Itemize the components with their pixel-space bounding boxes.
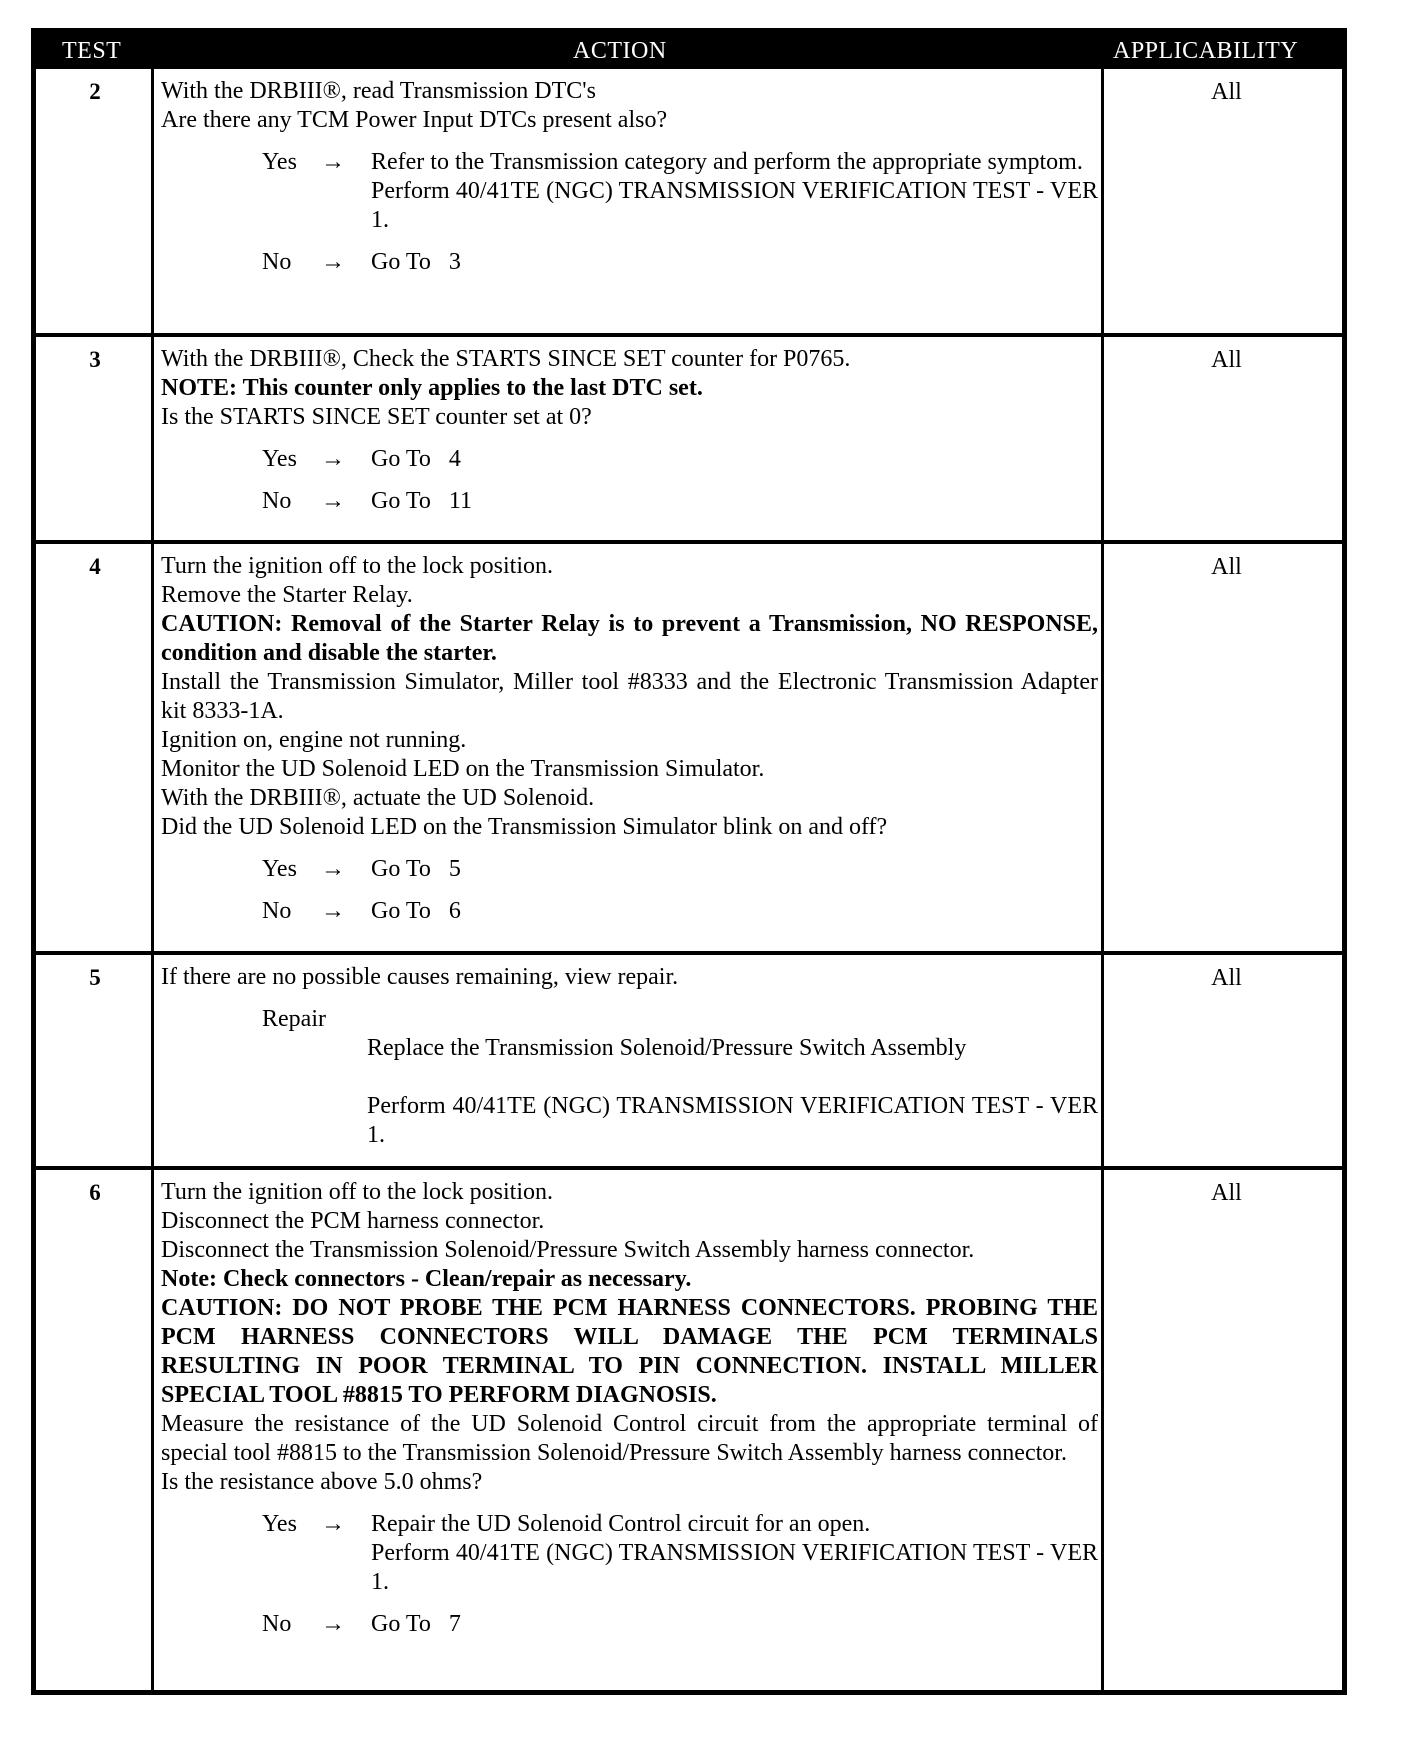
note-text: NOTE: This counter only applies to the last DTC set.	[161, 375, 703, 401]
goto-number: 7	[448, 1611, 461, 1637]
table-row	[36, 69, 1342, 333]
goto-number: 11	[448, 488, 472, 514]
action-text	[161, 552, 1098, 926]
yes-label: Yes	[262, 149, 297, 175]
goto-label: Go To	[371, 856, 431, 882]
goto-number: 4	[448, 446, 461, 472]
header-applicability: APPLICABILITY	[1113, 38, 1299, 64]
goto-label: Go To	[371, 446, 431, 472]
action-text	[161, 1178, 1098, 1639]
action-line: Ignition on, engine not running.	[161, 727, 467, 753]
yes-branch	[161, 855, 1098, 884]
action-line: With the DRBIII®, Check the STARTS SINCE SET counter for P0765.	[161, 346, 851, 372]
note-text: Note: Check connectors - Clean/repair as necessary.	[161, 1266, 692, 1292]
branch-text: Repair the UD Solenoid Control circuit for an open.	[371, 1511, 871, 1537]
header-action: ACTION	[573, 38, 667, 64]
repair-label: Repair	[262, 1006, 326, 1032]
applicability: All	[1211, 554, 1242, 580]
arrow-icon: →	[321, 1511, 345, 1537]
goto-label: Go To	[371, 898, 431, 924]
action-line: Are there any TCM Power Input DTCs present also?	[161, 107, 668, 133]
applicability: All	[1211, 79, 1242, 105]
no-branch	[161, 248, 1098, 277]
action-line: Turn the ignition off to the lock position.	[161, 1179, 554, 1205]
goto-number: 5	[448, 856, 461, 882]
arrow-icon: →	[321, 149, 345, 175]
test-number: 6	[89, 1180, 101, 1205]
action-line: Remove the Starter Relay.	[161, 582, 413, 608]
test-number: 4	[89, 554, 101, 579]
action-line: Is the resistance above 5.0 ohms?	[161, 1469, 483, 1495]
no-branch	[161, 487, 1098, 516]
no-label: No	[262, 1611, 292, 1637]
test-number: 3	[89, 347, 101, 372]
action-line: If there are no possible causes remaining, view repair.	[161, 964, 679, 990]
action-line: Disconnect the Transmission Solenoid/Pressure Switch Assembly harness connector.	[161, 1237, 975, 1263]
header-test: TEST	[62, 38, 122, 64]
arrow-icon: →	[321, 1611, 345, 1637]
branch-text: Refer to the Transmission category and perform the appropriate symptom.	[371, 149, 1083, 175]
test-number: 2	[89, 79, 101, 104]
yes-branch	[161, 445, 1098, 474]
goto-label: Go To	[371, 249, 431, 275]
arrow-icon: →	[321, 446, 345, 472]
goto-number: 3	[448, 249, 461, 275]
action-line: Did the UD Solenoid LED on the Transmission Simulator blink on and off?	[161, 814, 888, 840]
action-line: Disconnect the PCM harness connector.	[161, 1208, 545, 1234]
branch-text: Perform 40/41TE (NGC) TRANSMISSION VERIFICATION TEST - VER 1.	[371, 178, 1098, 233]
no-branch	[161, 897, 1098, 926]
action-text	[161, 77, 1098, 277]
repair-item: Replace the Transmission Solenoid/Pressure Switch Assembly	[367, 1035, 967, 1061]
repair-item: Perform 40/41TE (NGC) TRANSMISSION VERIFICATION TEST - VER 1.	[367, 1093, 1098, 1148]
table-row	[36, 544, 1342, 951]
yes-label: Yes	[262, 446, 297, 472]
action-line: Is the STARTS SINCE SET counter set at 0?	[161, 404, 592, 430]
test-number: 5	[89, 965, 101, 990]
yes-branch	[161, 148, 1098, 235]
arrow-icon: →	[321, 898, 345, 924]
goto-label: Go To	[371, 488, 431, 514]
action-line: With the DRBIII®, read Transmission DTC's	[161, 78, 596, 104]
branch-text: Perform 40/41TE (NGC) TRANSMISSION VERIFICATION TEST - VER 1.	[371, 1540, 1098, 1595]
no-label: No	[262, 898, 292, 924]
action-text	[161, 345, 1098, 516]
applicability: All	[1211, 1180, 1242, 1206]
table-row	[36, 337, 1342, 540]
arrow-icon: →	[321, 249, 345, 275]
action-line: Measure the resistance of the UD Solenoid Control circuit from the appropriate terminal of special tool #8815 to the Transmission Solenoid/Pressure Switch Assembly harness connector.	[161, 1411, 1098, 1466]
diagnostic-test-table	[31, 28, 1347, 1695]
caution-text: CAUTION: Removal of the Starter Relay is to prevent a Transmission, NO RESPONSE, condition and disable the starter.	[161, 611, 1098, 666]
no-label: No	[262, 488, 292, 514]
no-label: No	[262, 249, 292, 275]
arrow-icon: →	[321, 488, 345, 514]
goto-label: Go To	[371, 1611, 431, 1637]
table-header	[36, 33, 1342, 69]
arrow-icon: →	[321, 856, 345, 882]
yes-label: Yes	[262, 856, 297, 882]
action-text	[161, 963, 1098, 1150]
action-line: Install the Transmission Simulator, Miller tool #8333 and the Electronic Transmission Adapter kit 8333-1A.	[161, 669, 1098, 724]
table-row	[36, 955, 1342, 1166]
action-line: Turn the ignition off to the lock position.	[161, 553, 554, 579]
yes-branch	[161, 1510, 1098, 1597]
action-line: Monitor the UD Solenoid LED on the Transmission Simulator.	[161, 756, 765, 782]
yes-label: Yes	[262, 1511, 297, 1537]
action-line: With the DRBIII®, actuate the UD Solenoid.	[161, 785, 595, 811]
applicability: All	[1211, 965, 1242, 991]
repair-block	[161, 1005, 1098, 1150]
no-branch	[161, 1610, 1098, 1639]
goto-number: 6	[448, 898, 461, 924]
caution-text: CAUTION: DO NOT PROBE THE PCM HARNESS CONNECTORS. PROBING THE PCM HARNESS CONNECTORS WILL DAMAGE THE PCM TERMINALS RESULTING IN POOR TERMINAL TO PIN CONNECTION. INSTALL MILLER SPECIAL TOOL #8815 TO PERFORM DIAGNOSIS.	[161, 1295, 1098, 1408]
table-row	[36, 1170, 1342, 1690]
applicability: All	[1211, 347, 1242, 373]
